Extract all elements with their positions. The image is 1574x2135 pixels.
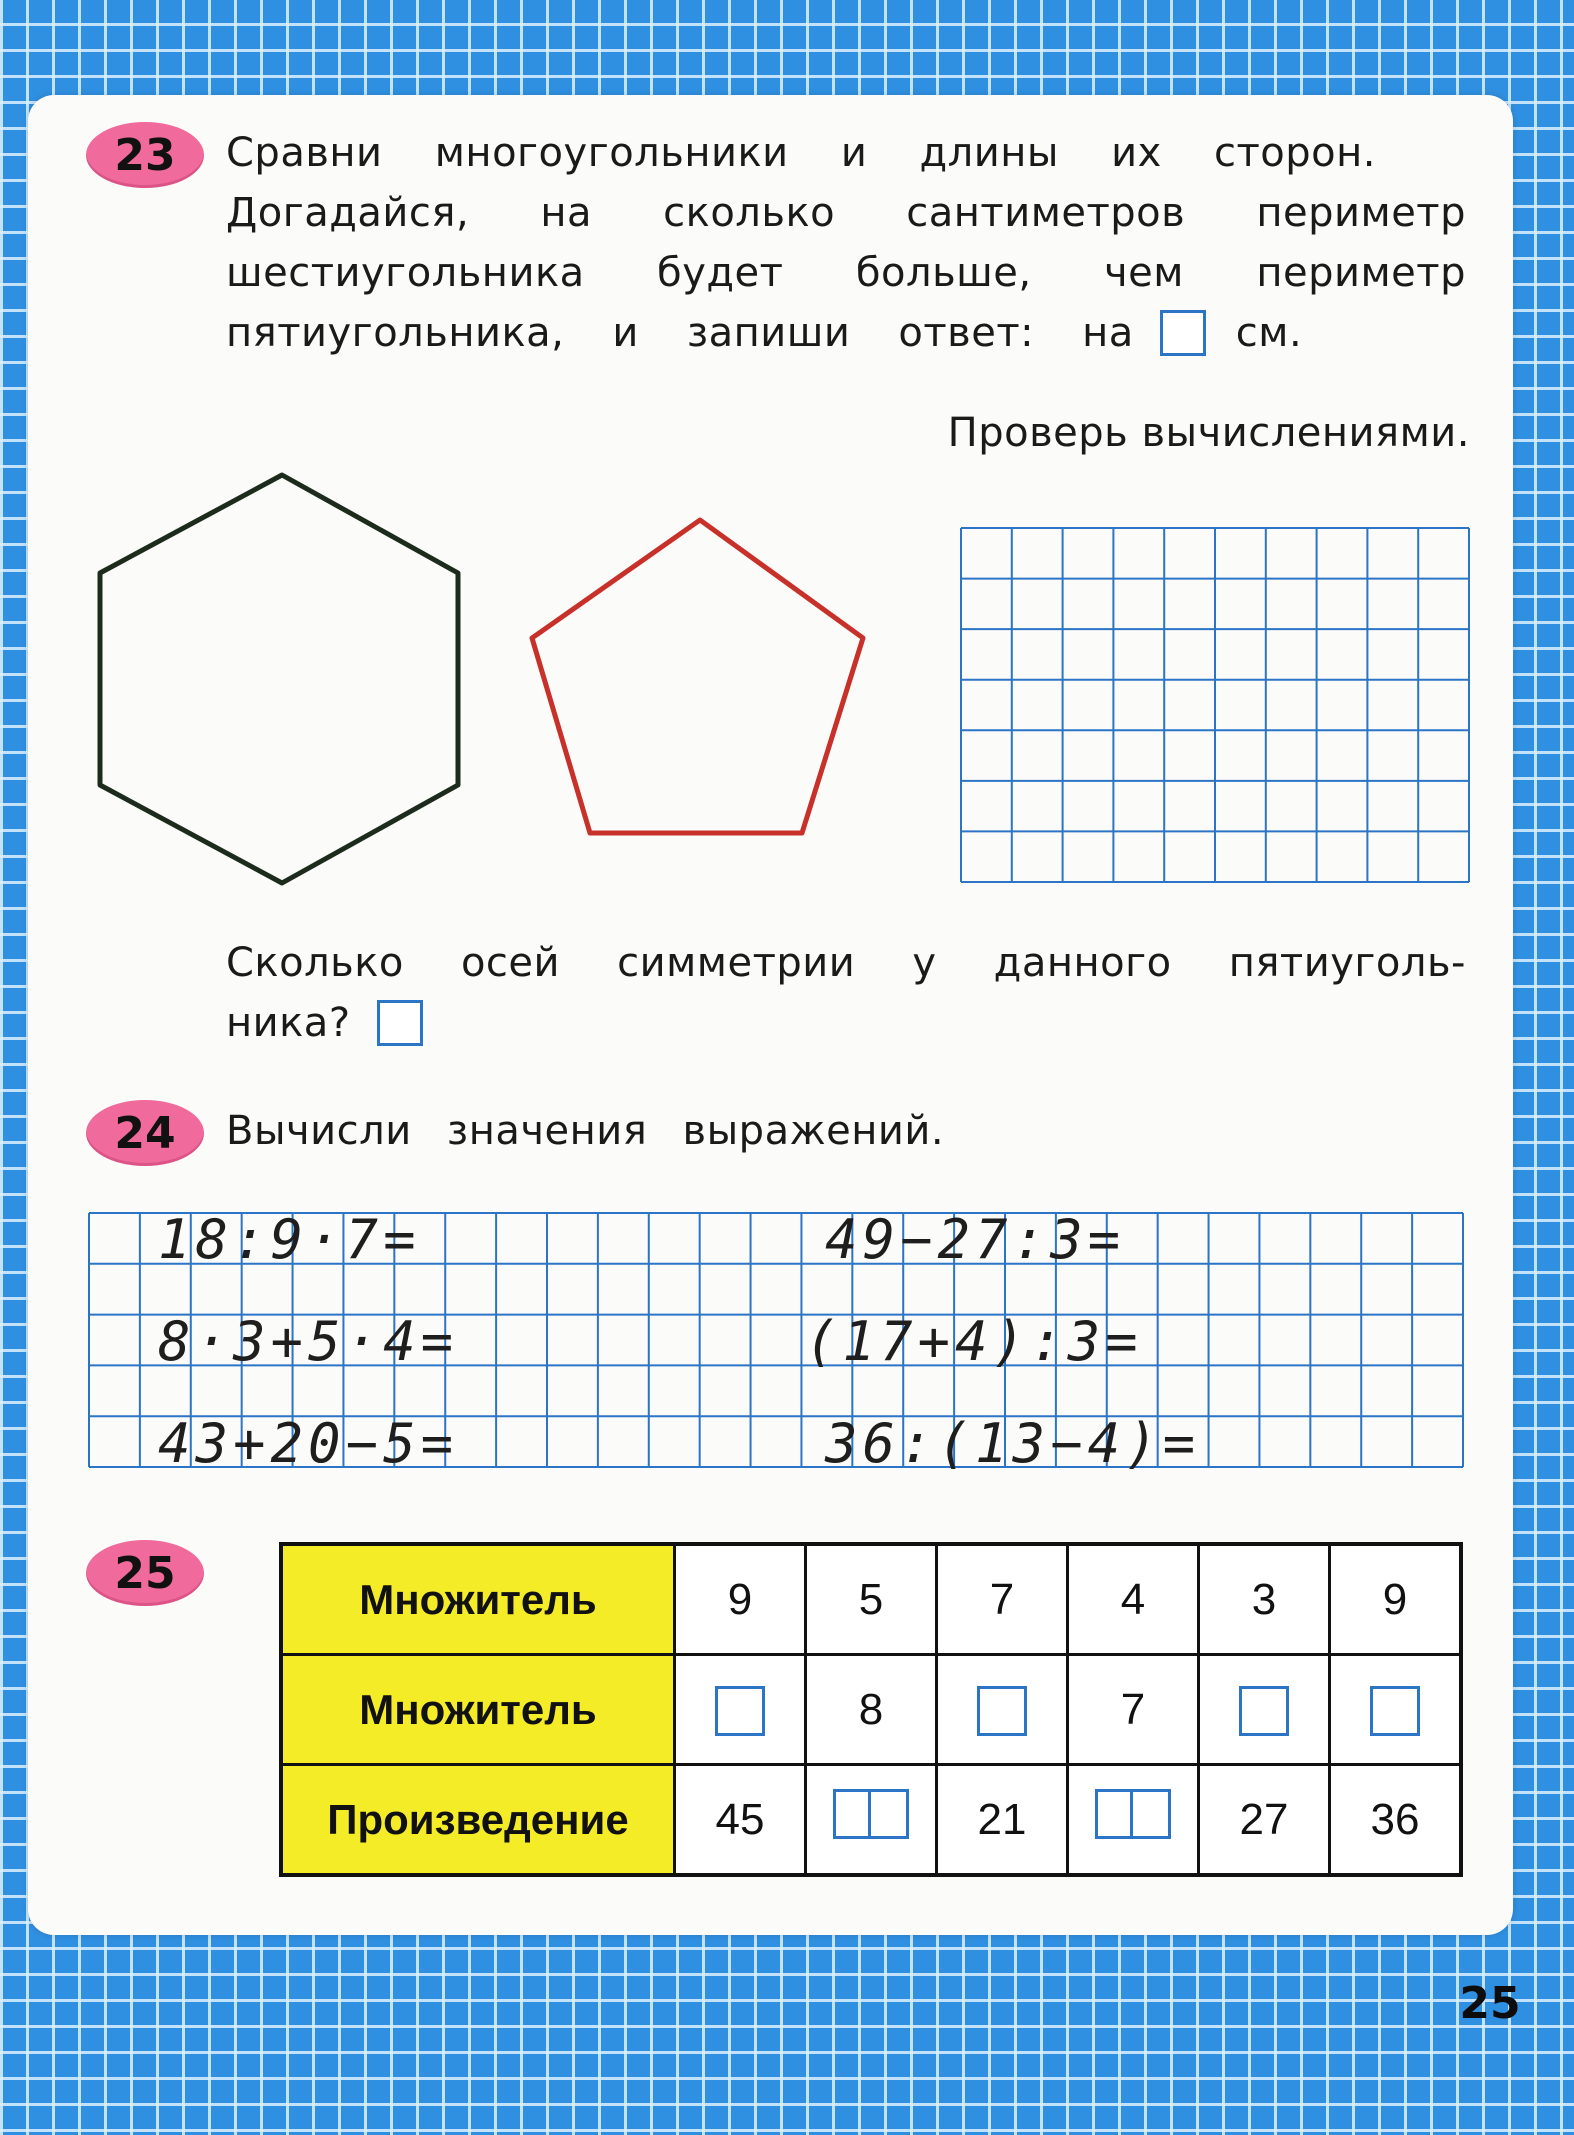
symmetry-question	[226, 940, 1466, 1060]
table-cell: 27	[1199, 1765, 1330, 1876]
digit-box[interactable]	[1095, 1789, 1133, 1839]
table-cell: 21	[937, 1765, 1068, 1876]
page-number: 25	[1459, 1978, 1521, 2029]
hexagon-figure	[80, 465, 480, 900]
answer-box[interactable]	[1239, 1686, 1289, 1736]
digit-box[interactable]	[1133, 1789, 1171, 1839]
row-label: Множитель	[281, 1544, 675, 1655]
task-23-line-3: шестиугольника будет больше, чем периметр	[226, 250, 1466, 296]
task-24-badge	[86, 1100, 204, 1166]
task-25-badge	[86, 1540, 204, 1606]
task-23-badge	[86, 122, 204, 188]
answer-box[interactable]	[715, 1686, 765, 1736]
pentagon-figure	[520, 510, 890, 850]
task-25-number: 25	[114, 1547, 176, 1599]
task-24-title: Вычисли значения выражений.	[226, 1108, 945, 1154]
expression-4: 49−27:3=	[825, 1208, 1126, 1271]
table-cell: 7	[937, 1544, 1068, 1655]
task-24-number: 24	[114, 1107, 176, 1159]
answer-box[interactable]	[1370, 1686, 1420, 1736]
digit-box[interactable]	[833, 1789, 871, 1839]
table-cell[interactable]	[937, 1655, 1068, 1765]
calculation-grid[interactable]	[960, 527, 1472, 885]
row-label: Произведение	[281, 1765, 675, 1876]
table-cell: 3	[1199, 1544, 1330, 1655]
table-row	[281, 1765, 1461, 1876]
task-23-line-2: Догадайся, на сколько сантиметров периметр	[226, 190, 1466, 236]
table-cell[interactable]	[1330, 1655, 1462, 1765]
symmetry-question-line-1: Сколько осей симметрии у данного пятиуголь-	[226, 940, 1466, 986]
table-cell: 9	[1330, 1544, 1462, 1655]
table-cell: 4	[1068, 1544, 1199, 1655]
task-23-text	[226, 130, 1466, 390]
table-cell: 8	[806, 1655, 937, 1765]
expression-3: 43+20−5=	[158, 1412, 459, 1475]
two-digit-answer-box[interactable]	[833, 1789, 909, 1839]
expression-6: 36:(13−4)=	[825, 1412, 1201, 1475]
expression-1: 18:9·7=	[158, 1208, 421, 1271]
check-calculations-text: Проверь вычислениями.	[947, 410, 1470, 456]
table-row	[281, 1655, 1461, 1765]
table-cell: 36	[1330, 1765, 1462, 1876]
table-cell: 9	[675, 1544, 806, 1655]
expression-2: 8·3+5·4=	[158, 1310, 459, 1373]
table-cell[interactable]	[1199, 1655, 1330, 1765]
row-label: Множитель	[281, 1655, 675, 1765]
table-cell[interactable]	[675, 1655, 806, 1765]
expression-5: (17+4):3=	[805, 1310, 1143, 1373]
table-cell: 7	[1068, 1655, 1199, 1765]
symmetry-question-line-2: ника?	[226, 1000, 1466, 1046]
table-cell: 5	[806, 1544, 937, 1655]
table-cell[interactable]	[1068, 1765, 1199, 1876]
two-digit-answer-box[interactable]	[1095, 1789, 1171, 1839]
table-cell[interactable]	[806, 1765, 937, 1876]
answer-box[interactable]	[977, 1686, 1027, 1736]
task-23-line-1: Сравни многоугольники и длины их сторон.	[226, 130, 1376, 176]
table-cell: 45	[675, 1765, 806, 1876]
hexagon-outline	[100, 475, 458, 883]
perimeter-answer-box[interactable]	[1160, 310, 1206, 356]
table-row	[281, 1544, 1461, 1655]
task-23-line-4: пятиугольника, и запиши ответ: на см.	[226, 310, 1303, 356]
multiplication-table	[279, 1542, 1463, 1877]
pentagon-outline	[532, 520, 863, 833]
symmetry-answer-box[interactable]	[377, 1000, 423, 1046]
task-23-number: 23	[114, 129, 176, 181]
digit-box[interactable]	[871, 1789, 909, 1839]
